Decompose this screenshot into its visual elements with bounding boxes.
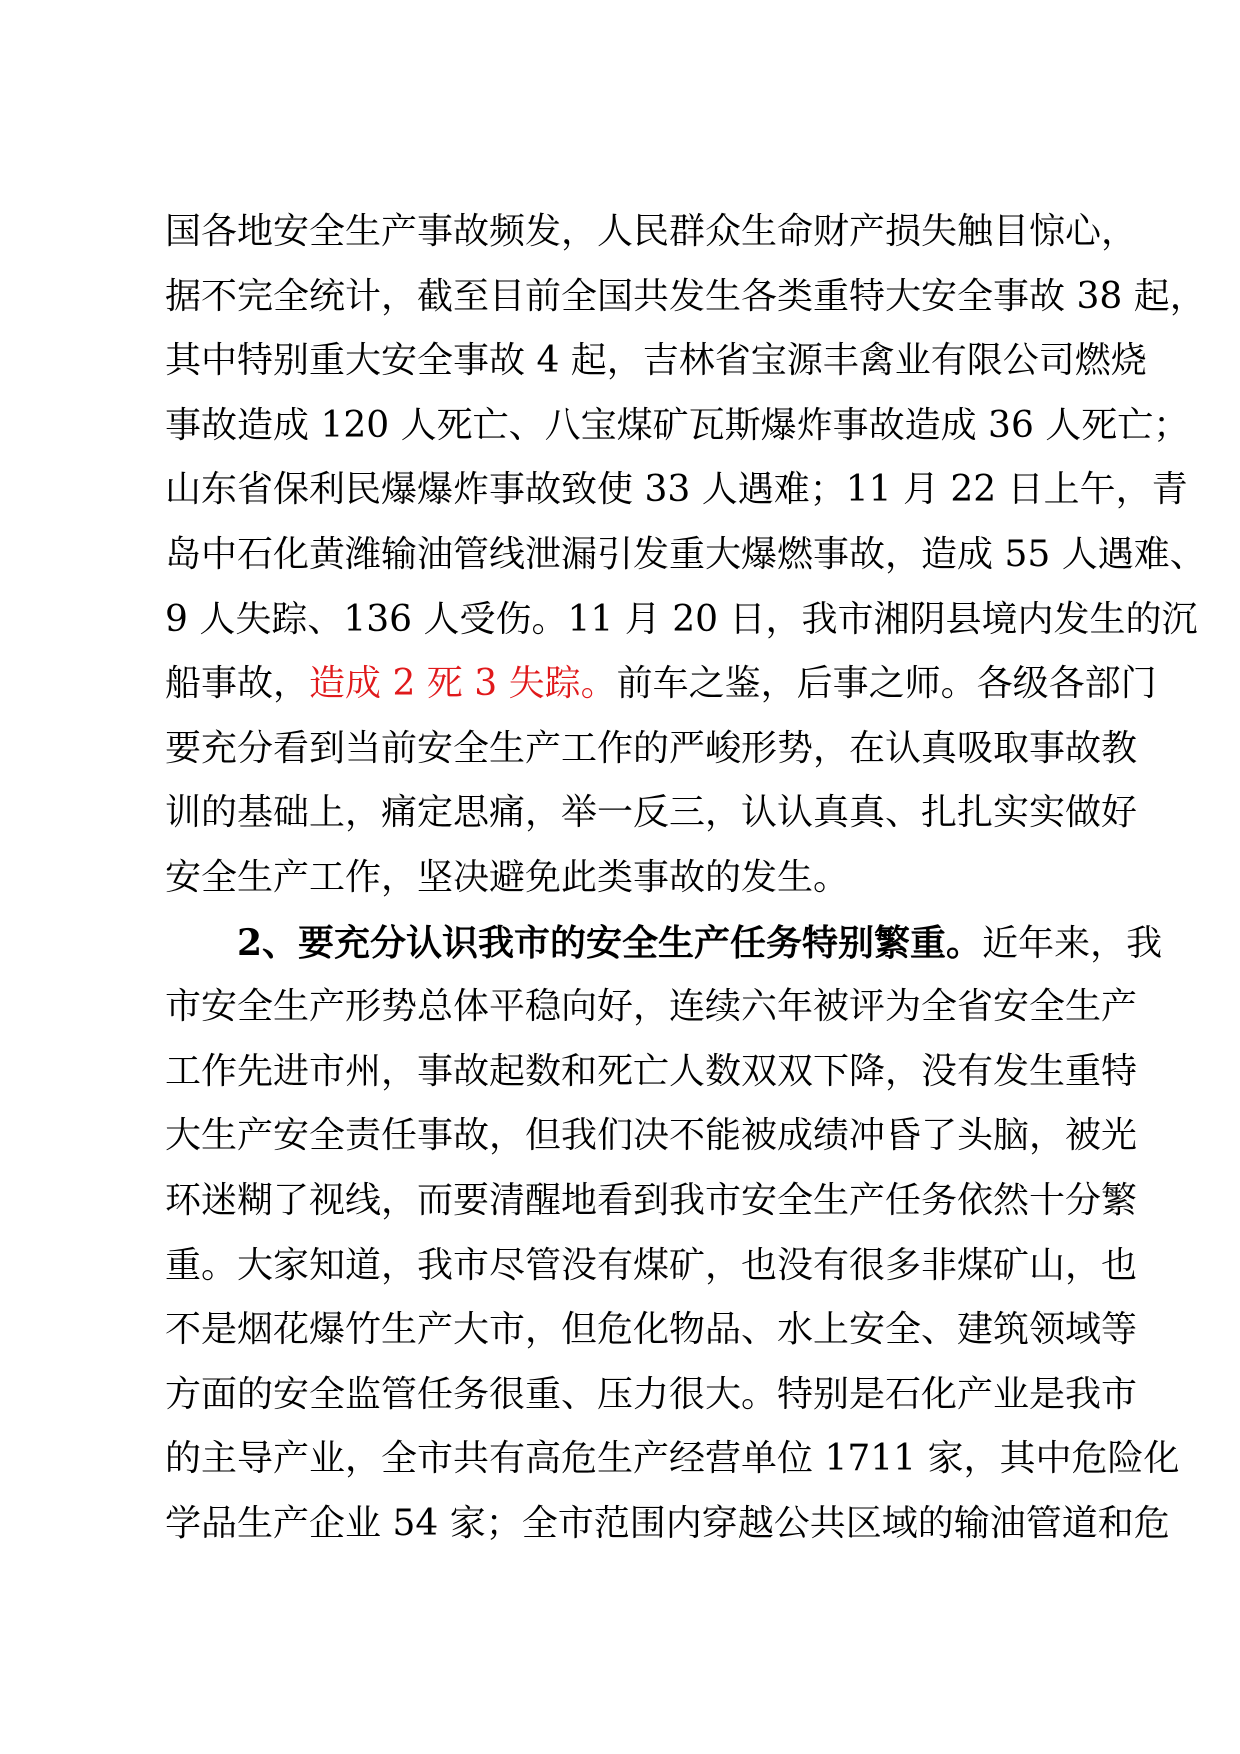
text-line: 据不完全统计，截至目前全国共发生各类重特大安全事故 38 起，: [165, 275, 1206, 317]
text-line: 其中特别重大安全事故 4 起，吉林省宝源丰禽业有限公司燃烧: [165, 340, 1147, 382]
text-line: 国各地安全生产事故频发，人民群众生命财产损失触目惊心，: [165, 211, 1138, 252]
section-heading: 2、要充分认识我市的安全生产任务特别繁重。: [237, 921, 983, 964]
document-body: [165, 200, 1206, 1556]
text-line: 山东省保利民爆爆炸事故致使 33 人遇难；11 月 22 日上午，青: [165, 469, 1188, 511]
text-line: 不是烟花爆竹生产大市，但危化物品、水上安全、建筑领域等: [165, 1309, 1138, 1351]
text-line: 环迷糊了视线，而要清醒地看到我市安全生产任务依然十分繁: [165, 1179, 1138, 1221]
text-line: 安全生产工作，坚决避免此类事故的发生。: [165, 856, 850, 898]
text-line: 要充分看到当前安全生产工作的严峻形势，在认真吸取事故教: [165, 727, 1138, 769]
text-segment: 船事故，: [165, 663, 310, 705]
text-line: 市安全生产形势总体平稳向好，连续六年被评为全省安全生产: [165, 986, 1138, 1028]
text-segment: 近年来，我: [982, 922, 1163, 964]
text-line: 方面的安全监管任务很重、压力很大。特别是石化产业是我市: [165, 1373, 1138, 1415]
text-line: 事故造成 120 人死亡、八宝煤矿瓦斯爆炸事故造成 36 人死亡；: [165, 404, 1190, 446]
text-line: 的主导产业，全市共有高危生产经营单位 1711 家，其中危险化: [165, 1438, 1180, 1480]
text-line-with-highlight: [165, 652, 1157, 717]
text-line: 9 人失踪、136 人受伤。11 月 20 日，我市湘阴县境内发生的沉: [165, 598, 1198, 640]
highlighted-casualty-text: 造成 2 死 3 失踪。: [309, 663, 617, 705]
text-line: 岛中石化黄潍输油管线泄漏引发重大爆燃事故，造成 55 人遇难、: [165, 533, 1206, 575]
text-line: 学品生产企业 54 家；全市范围内穿越公共区域的输油管道和危: [165, 1502, 1170, 1544]
text-line: 重。大家知道，我市尽管没有煤矿，也没有很多非煤矿山，也: [165, 1244, 1138, 1286]
section-heading-line: [165, 911, 1163, 976]
text-segment: 前车之鉴，后事之师。各级各部门: [616, 663, 1157, 705]
text-line: 工作先进市州，事故起数和死亡人数双双下降，没有发生重特: [165, 1050, 1138, 1092]
text-line: 训的基础上，痛定思痛，举一反三，认认真真、扎扎实实做好: [165, 792, 1138, 834]
text-line: 大生产安全责任事故，但我们决不能被成绩冲昏了头脑，被光: [165, 1115, 1138, 1157]
